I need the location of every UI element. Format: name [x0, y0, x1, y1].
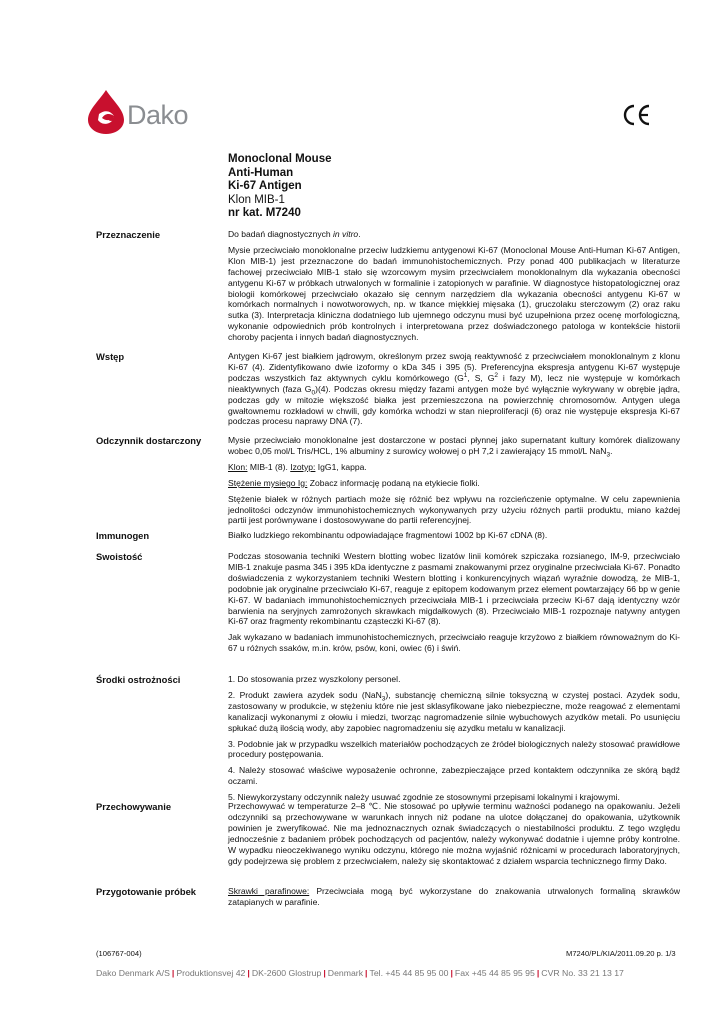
section-label: Immunogen — [96, 530, 150, 541]
subscript: 0 — [311, 389, 316, 397]
section-content — [228, 351, 680, 432]
text-span: Mysie przeciwciało monoklonalne jest dostarczone w postaci płynnej jako supernatant kultury komórek dializowany wobec 0,05 mol/L Tris/HCL, 1% albuminy z surowicy wołowej o pH 7,2 i zawierający 15 mmol/L NaN — [228, 435, 680, 456]
title-line: Monoclonal Mouse — [228, 153, 332, 165]
subscript: 3 — [381, 695, 386, 703]
paragraph — [228, 478, 680, 489]
separator: | — [365, 968, 368, 978]
paragraph: Białko ludzkiego rekombinantu odpowiadające fragmentowi 1002 bp Ki-67 cDNA (8). — [228, 530, 548, 540]
paragraph: Przechowywać w temperaturze 2–8 ℃. Nie stosować po upływie terminu ważności podanego na opakowaniu. Jeżeli odczynniki są przechowywane w warunkach innych niż podane na ulotce dołączanej do opakowania, użytkownik powinien je zweryfikować. Nie ma jednoznacznych oznak świadczących o niestabilności produktu. Z tego względu jednocześnie z badaniem próbek pochodzących od pacjentów, należy wykonywać dodatnie i ujemne próby kontrolne. W wypadku nieoczekiwanego wyniku odczynu, którego nie można wyjaśnić różnicami w procedurach laboratoryjnych, gdy podejrzewa się problem z przeciwciałem, należy się skontaktować z działem wsparcia technicznego firmy Dako. — [228, 801, 680, 866]
paragraph — [228, 886, 680, 908]
company-contact-line — [96, 968, 624, 978]
title-line: Ki-67 Antigen — [228, 180, 302, 193]
klon-label: Klon: — [228, 461, 248, 472]
paragraph — [228, 435, 680, 457]
paragraph: Stężenie białek w różnych partiach może się różnić bez wpływu na rozcieńczenie optymalne. W celu zapewnienia jednolitości odczynów immunohistochemicznych wykonywanych przy użyciu różnych partii produktu, miano każdej partii jest porównywane i dostosowywane do partii referencyjnej. — [228, 493, 680, 526]
company-cvr: CVR No. 33 21 13 17 — [541, 968, 624, 978]
italic-text: in vitro — [333, 229, 359, 239]
separator: | — [323, 968, 326, 978]
section-content — [228, 530, 680, 546]
paragraph — [228, 462, 680, 473]
title-line: nr kat. M7240 — [228, 207, 301, 220]
section-content — [228, 801, 680, 871]
section-label: Środki ostrożności — [96, 674, 181, 685]
section-content — [228, 551, 680, 659]
text-span: . — [610, 445, 613, 456]
logo-text: Dako — [127, 100, 189, 130]
superscript: 2 — [494, 371, 498, 379]
text-span: i fazy M), lecz nie występuje w komórkach nieaktywnych (faza G — [228, 372, 680, 394]
ce-mark-icon — [622, 104, 652, 126]
section-label: Przeznaczenie — [96, 229, 161, 240]
title-line: Anti-Human — [228, 166, 294, 179]
text-span: ), substancję chemiczną silnie toksyczną w czystej postaci. Azydek sodu, zastosowany w produkcie, w stężeniu które nie jest sklasyfikowane jako niebezpieczne, może reagować z elementami kanalizacji wykonanymi z ołowiu i miedzi, tworząc nagromadzenie silnie wybuchowych azydków metali. Po usunięciu spłukać dużą ilością wody, aby zapobiec nagromadzeniu się azydku metalu w kanalizacji. — [228, 689, 681, 733]
page-reference: M7240/PL/KIA/2011.09.20 p. 1/3 — [566, 949, 676, 958]
skrawki-label: Skrawki parafinowe: — [228, 886, 310, 896]
separator: | — [450, 968, 453, 978]
company-fax: Fax +45 44 85 95 95 — [454, 968, 535, 978]
separator: | — [536, 968, 540, 978]
paragraph: 3. Podobnie jak w przypadku wszelkich materiałów pochodzących ze źródeł biologicznych należy stosować prawidłowe procedury postępowania. — [228, 738, 680, 760]
section-content — [228, 229, 680, 348]
paragraph: Podczas stosowania techniki Western blotting wobec lizatów linii komórek szpiczaka rozsianego, IM-9, przeciwciało MIB-1 znakuje pasma 345 i 395 kDa identyczne z pasmami znakowanymi przez oryginalne przeciwciała Ki-67. Ponadto doświadczenia z wykorzystaniem techniki Western blotting i konkurencyjnych wiązań wyraźnie dowodzą, że MIB-1, podobnie jak oryginalne przeciwciało Ki-67, reaguje z epitopem kodowanym przez element powtarzający 66 bp w genie Ki-67. W badaniach immunohistochemicznych przeciwciała MIB-1 i przeciwciała przeciw Ki-67 dają identyczny wzór barwienia na seryjnych zamrożonych skrawkach migdałkowych (8). Przeciwciało MIB-1 rozpoznaje natywny antygen Ki-67 oraz fragmenty rekombinantu cząsteczki Ki-67 (8). — [228, 551, 680, 627]
document-code: (106767-004) — [96, 949, 142, 958]
paragraph: Jak wykazano w badaniach immunohistochemicznych, przeciwciało reaguje krzyżowo z białkiem równoważnym do Ki-67 u różnych ssaków, m.in. krów, psów, koni, owiec (6) i świń. — [228, 632, 680, 654]
text-span: Przeciwciała mogą być wykorzystane do znakowania utrwalonych formaliną skrawków zatapianych w parafinie. — [228, 886, 680, 907]
izotyp-label: Izotyp: — [290, 461, 316, 472]
section-label: Przechowywanie — [96, 801, 172, 812]
izotyp-value: IgG1, kappa. — [315, 461, 367, 472]
text-span: )(4). Podczas okresu między fazami antygen może być wyłącznie wykrywany w obrębie jądra, podczas gdy w mitozie większość białka jest przemieszczona na powierzchnię chromosomów. Antygen ulega gwałtownemu rozkładowi w chwili, gdy komórka wchodzi w stan nieproliferacji (6) oraz nie występuje ekspresja Ki-67 podczas procesu naprawy DNA (7). — [228, 383, 680, 427]
paragraph — [228, 229, 680, 240]
product-title — [228, 153, 332, 221]
section-label: Przygotowanie próbek — [96, 886, 197, 897]
section-content — [228, 435, 680, 531]
section-label: Wstęp — [96, 351, 125, 362]
paragraph: 4. Należy stosować właściwe wyposażenie ochronne, zabezpieczające przed kontaktem odczynnika ze skórą bądź oczami. — [228, 765, 680, 787]
section-label: Swoistość — [96, 551, 143, 562]
company-country: Denmark — [327, 968, 364, 978]
paragraph: 1. Do stosowania przez wyszkolony personel. — [228, 674, 401, 684]
text-span: Do badań diagnostycznych — [228, 229, 334, 239]
section-content — [228, 674, 680, 808]
klon-value: MIB-1 (8). — [247, 461, 291, 472]
separator: | — [247, 968, 250, 978]
paragraph — [228, 690, 680, 734]
stezenie-value: Zobacz informację podaną na etykiecie fiolki. — [307, 477, 480, 488]
superscript: 1 — [463, 371, 468, 379]
stezenie-label: Stężenie mysiego Ig: — [228, 477, 308, 488]
paragraph: 5. Niewykorzystany odczynnik należy usuwać zgodnie ze stosownymi przepisami lokalnymi i krajowymi. — [228, 792, 620, 803]
company-address: Produktionsvej 42 — [176, 968, 246, 978]
subscript: 3 — [606, 451, 611, 459]
separator: | — [171, 968, 175, 978]
paragraph: Mysie przeciwciało monoklonalne przeciw ludzkiemu antygenowi Ki-67 (Monoclonal Mouse Anti-Human Ki-67 Antigen, Klon MIB-1) jest przeznaczone do badań immunohistochemicznych. Przy ponad 400 publikacjach w literaturze fachowej przeciwciało MIB-1 stało się wzorcowym mysim przeciwciałem monoklonalnym dla wykazania obecności antygenu Ki-67 w próbkach utrwalonych w formalinie i zatopionych w parafinie. W diagnostyce histopatologicznej oraz biologii komórkowej przeciwciało okazało się cennym narzędziem dla wykazania obecności antygenu Ki-67 w komórkach normalnych i nowotworowych, np. w tkance miękkiej mięsaka (1), gruczolaku sterczowym (2) oraz raku sutka (3). Interpretacja kliniczna dodatniego lub ujemnego odczynu musi być uzupełniona przez ocenę morfologiczną, wykonanie odpowiednich prób kontrolnych i interpretowana przez doświadczonego patologa w kontekście historii choroby pacjenta i innych badań diagnostycznych. — [228, 244, 680, 343]
text-span: , S, G — [467, 372, 495, 383]
title-line: Klon MIB-1 — [228, 193, 285, 206]
company-tel: Tel. +45 44 85 95 00 — [369, 968, 449, 978]
text-span: . — [358, 229, 361, 239]
text-span: 2. Produkt zawiera azydek sodu (NaN — [228, 689, 382, 700]
section-content — [228, 886, 680, 913]
company-city: DK-2600 Glostrup — [251, 968, 322, 978]
section-label: Odczynnik dostarczony — [96, 435, 202, 446]
paragraph — [228, 351, 680, 427]
company-name: Dako Denmark A/S — [96, 968, 170, 978]
text-span: Antygen Ki-67 jest białkiem jądrowym, określonym przez swoją reaktywność z przeciwciałem monoklonalnym z klonu Ki-67 (4). Zidentyfikowano dwie izoformy o kDa 345 i 395 (5). Preferencyjna ekspresja antygenu Ki-67 występuje podczas wszystkich faz aktywnych cyklu komórkowego (G — [228, 351, 680, 383]
